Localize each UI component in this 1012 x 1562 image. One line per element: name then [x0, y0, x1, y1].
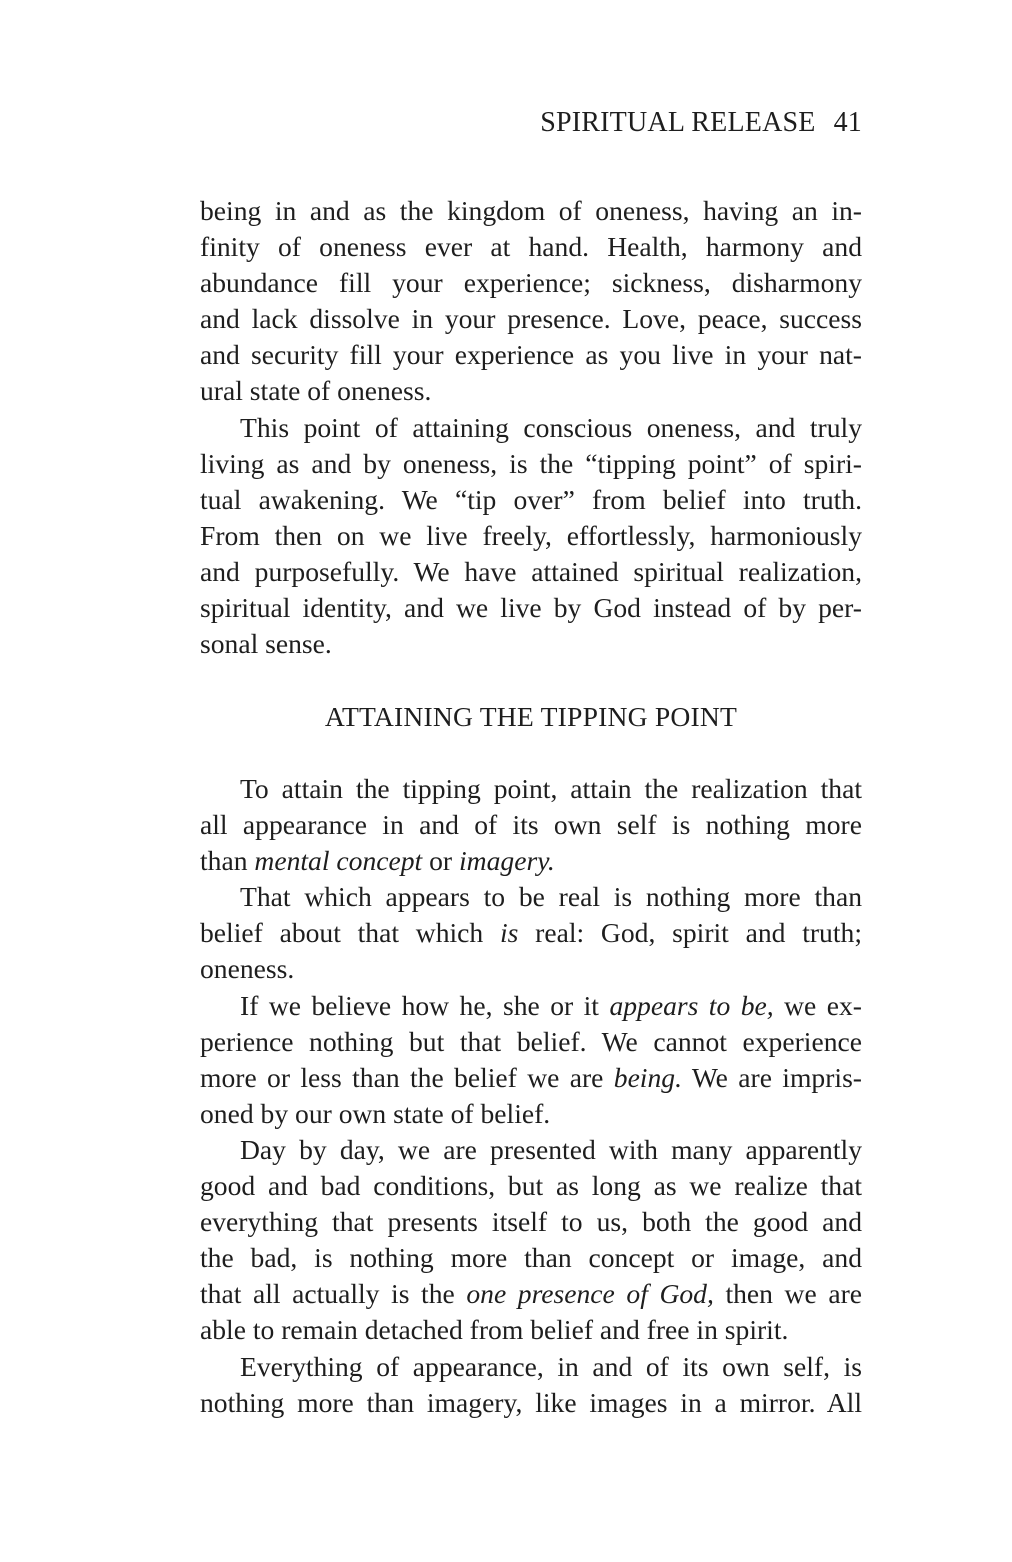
- text-run: more or less than the belief we are: [200, 1061, 614, 1093]
- text-run: we ex-: [773, 989, 862, 1021]
- text-run: belief about that which: [200, 917, 500, 949]
- text-line: To attain the tipping point, attain the realization that: [240, 773, 862, 804]
- paragraph: [200, 771, 862, 879]
- text-line: spiritual identity, and we live by God instead of by per-: [200, 592, 862, 624]
- text-line: perience nothing but that belief. We cannot experience: [200, 1025, 862, 1057]
- italic-text: being.: [613, 1061, 682, 1093]
- italic-text: appears to be,: [609, 989, 774, 1021]
- text-line: and lack dissolve in your presence. Love, peace, success: [200, 303, 862, 335]
- text-line: tual awakening. We “tip over” from belief into truth.: [200, 483, 862, 515]
- body-text-lower: [200, 771, 862, 1421]
- text-line: the bad, is nothing more than concept or image, and: [200, 1242, 862, 1274]
- paragraph: [200, 988, 862, 1132]
- text-line: abundance fill your experience; sickness, disharmony: [200, 267, 862, 299]
- text-line: [200, 1060, 862, 1096]
- text-line: Everything of appearance, in and of its own self, is: [240, 1350, 862, 1382]
- text-line: everything that presents itself to us, both the good and: [200, 1206, 862, 1238]
- text-line: sonal sense.: [200, 628, 332, 660]
- section-heading: ATTAINING THE TIPPING POINT: [324, 701, 738, 732]
- text-line: oned by our own state of belief.: [200, 1097, 551, 1129]
- italic-text: mental concept: [254, 845, 423, 877]
- text-line: [200, 988, 862, 1024]
- italic-text: one presence of God,: [466, 1278, 714, 1310]
- text-line: finity of oneness ever at hand. Health, harmony and: [200, 231, 862, 263]
- text-run: that all actually is the: [200, 1278, 467, 1310]
- text-line: living as and by oneness, is the “tipping point” of spiri-: [200, 447, 862, 479]
- text-line: and security fill your experience as you live in your nat-: [200, 339, 862, 371]
- paragraph: [200, 410, 862, 663]
- text-run: real: God, spirit and truth;: [518, 917, 862, 949]
- text-line: good and bad conditions, but as long as we realize that: [200, 1170, 862, 1202]
- text-run: We are impris-: [681, 1061, 862, 1093]
- text-line: [200, 843, 862, 879]
- page-number: 41: [833, 107, 862, 138]
- text-line: and purposefully. We have attained spiritual realization,: [200, 555, 862, 587]
- body-text-upper: [200, 193, 862, 662]
- paragraph: [200, 1132, 862, 1349]
- text-line: This point of attaining conscious oneness, and truly: [240, 411, 862, 443]
- text-line: [200, 1276, 862, 1312]
- italic-text: imagery.: [459, 845, 555, 877]
- text-run: than: [200, 845, 255, 877]
- italic-text: is: [499, 917, 519, 949]
- text-run: or: [422, 845, 460, 877]
- text-run: If we believe how he, she or it: [240, 989, 610, 1021]
- text-line: all appearance in and of its own self is nothing more: [200, 809, 862, 841]
- text-line: Day by day, we are presented with many apparently: [240, 1133, 862, 1165]
- text-run: then we are: [713, 1278, 862, 1310]
- running-title: SPIRITUAL RELEASE: [540, 107, 816, 138]
- text-line: able to remain detached from belief and free in spirit.: [200, 1314, 789, 1346]
- text-line: ural state of oneness.: [200, 375, 432, 407]
- text-line: being in and as the kingdom of oneness, having an in-: [200, 195, 862, 226]
- paragraph: [200, 193, 862, 410]
- text-line: That which appears to be real is nothing more than: [240, 881, 862, 913]
- paragraph: [200, 1349, 862, 1421]
- text-line: nothing more than imagery, like images in a mirror. All: [200, 1386, 862, 1418]
- text-line: From then on we live freely, effortlessly, harmoniously: [200, 519, 862, 551]
- text-line: [200, 915, 862, 951]
- text-line: oneness.: [200, 953, 295, 985]
- running-header: [200, 103, 862, 143]
- paragraph: [200, 879, 862, 987]
